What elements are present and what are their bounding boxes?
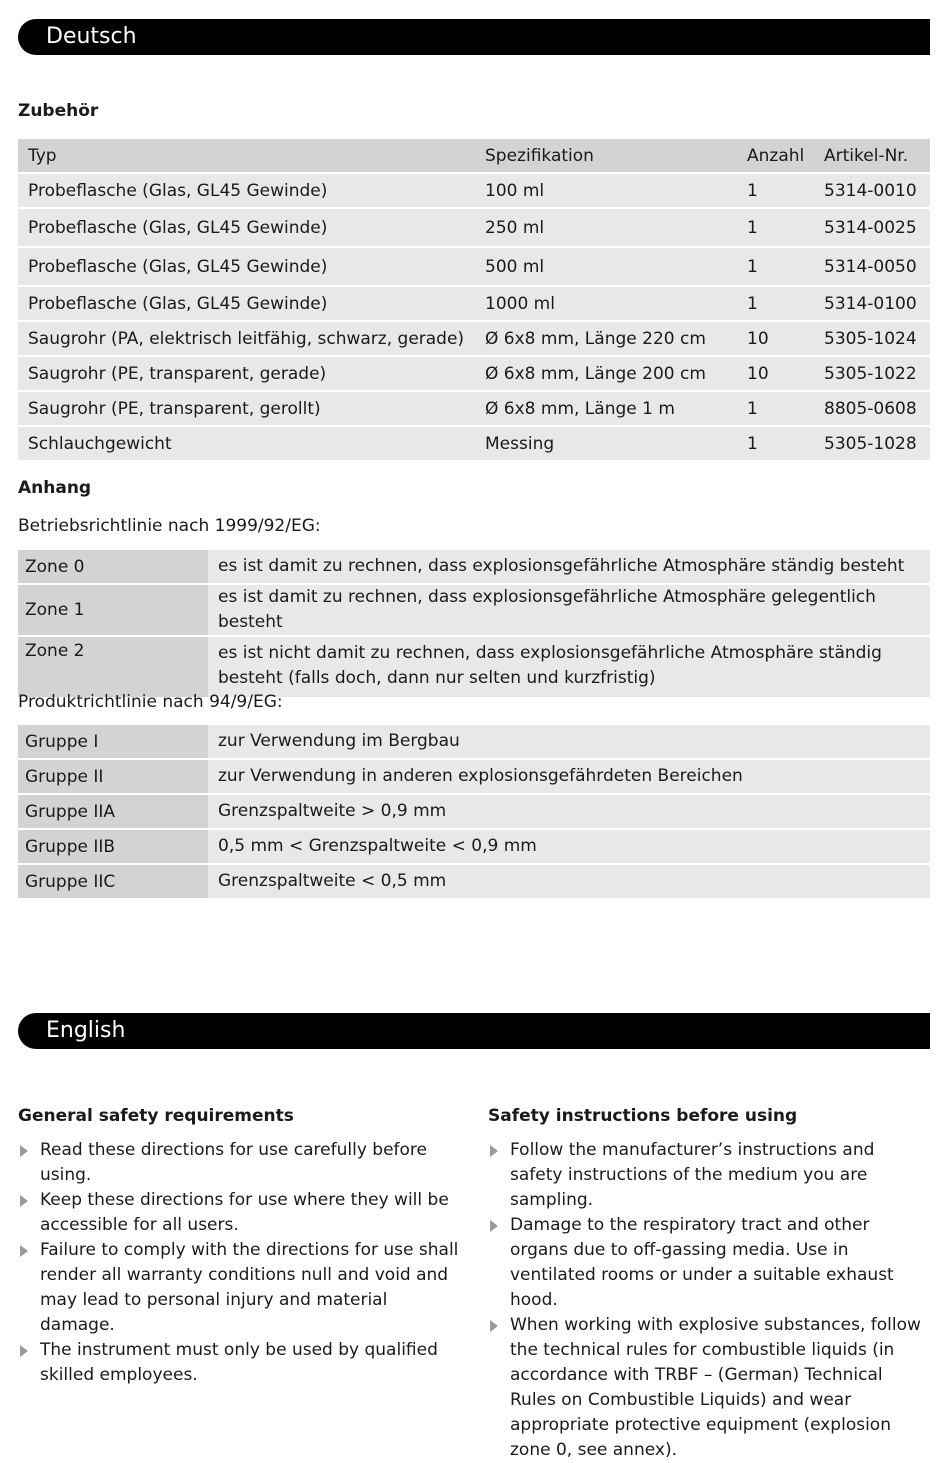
cell: 1 <box>737 208 814 247</box>
produktrichtlinie-label: Produktrichtlinie nach 94/9/EG: <box>18 692 283 712</box>
betriebsrichtlinie-label: Betriebsrichtlinie nach 1999/92/EG: <box>18 516 321 536</box>
bullet-triangle-icon <box>20 1195 28 1207</box>
cell: 1 <box>737 247 814 286</box>
cell: Probeflasche (Glas, GL45 Gewinde) <box>18 173 475 208</box>
cell: 1 <box>737 286 814 321</box>
table-row <box>18 584 930 636</box>
group-value: zur Verwendung im Bergbau <box>208 725 930 759</box>
cell: 10 <box>737 356 814 391</box>
section-title-english: English <box>46 1018 126 1043</box>
table-row <box>18 391 930 426</box>
list-item: Damage to the respiratory tract and other organs due to off-gassing media. Use in ventilated rooms or under a suitable exhaust hood. <box>488 1213 932 1313</box>
cell: 5314-0010 <box>814 173 930 208</box>
list-item: Read these directions for use carefully before using. <box>18 1138 462 1188</box>
cell: 100 ml <box>475 173 737 208</box>
bullet-triangle-icon <box>20 1145 28 1157</box>
general-safety-heading: General safety requirements <box>18 1106 294 1126</box>
zone-value: es ist damit zu rechnen, dass explosionsgefährliche Atmosphäre gelegentlich besteht <box>208 584 930 636</box>
cell: 5314-0050 <box>814 247 930 286</box>
table-row <box>18 759 930 794</box>
header-cell: Anzahl <box>737 139 814 173</box>
table-row <box>18 829 930 864</box>
group-value: Grenzspaltweite < 0,5 mm <box>208 864 930 899</box>
bullet-triangle-icon <box>490 1220 498 1232</box>
group-value: zur Verwendung in anderen explosionsgefährdeten Bereichen <box>208 759 930 794</box>
section-bar-deutsch <box>18 19 930 55</box>
list-item: Failure to comply with the directions for use shall render all warranty conditions null and void and may lead to personal injury and material damage. <box>18 1238 462 1338</box>
table-row <box>18 247 930 286</box>
group-table <box>18 725 930 900</box>
table-row <box>18 208 930 247</box>
accessories-table <box>18 139 930 462</box>
table-row <box>18 636 930 698</box>
cell: 5305-1024 <box>814 321 930 356</box>
group-key: Gruppe II <box>18 759 208 794</box>
cell: 1000 ml <box>475 286 737 321</box>
table-row <box>18 173 930 208</box>
table-header-row <box>18 139 930 173</box>
table-row <box>18 794 930 829</box>
group-key: Gruppe IIC <box>18 864 208 899</box>
zone-key: Zone 1 <box>18 584 208 636</box>
cell: Probeflasche (Glas, GL45 Gewinde) <box>18 247 475 286</box>
cell: Saugrohr (PA, elektrisch leitfähig, schwarz, gerade) <box>18 321 475 356</box>
section-title-deutsch: Deutsch <box>46 24 137 49</box>
bullet-triangle-icon <box>20 1345 28 1357</box>
group-key: Gruppe I <box>18 725 208 759</box>
header-cell: Spezifikation <box>475 139 737 173</box>
general-safety-list <box>18 1138 462 1388</box>
cell: 250 ml <box>475 208 737 247</box>
group-key: Gruppe IIA <box>18 794 208 829</box>
list-item: When working with explosive substances, follow the technical rules for combustible liquids (in accordance with TRBF – (German) Technical Rules on Combustible Liquids) and wear appropriate protective equipment (explosion zone 0, see annex). <box>488 1313 932 1463</box>
zone-value: es ist damit zu rechnen, dass explosionsgefährliche Atmosphäre ständig besteht <box>208 550 930 584</box>
safety-before-list <box>488 1138 932 1463</box>
table-row <box>18 286 930 321</box>
cell: Ø 6x8 mm, Länge 200 cm <box>475 356 737 391</box>
cell: 10 <box>737 321 814 356</box>
safety-before-column <box>488 1106 932 1463</box>
zone-table <box>18 550 930 699</box>
bullet-triangle-icon <box>490 1145 498 1157</box>
zone-key: Zone 2 <box>18 636 208 698</box>
bullet-triangle-icon <box>20 1245 28 1257</box>
cell: Probeflasche (Glas, GL45 Gewinde) <box>18 208 475 247</box>
list-item: Follow the manufacturer’s instructions and safety instructions of the medium you are sampling. <box>488 1138 932 1213</box>
general-safety-column <box>18 1106 462 1388</box>
cell: 1 <box>737 391 814 426</box>
cell: Ø 6x8 mm, Länge 1 m <box>475 391 737 426</box>
table-row <box>18 426 930 461</box>
cell: 1 <box>737 426 814 461</box>
group-key: Gruppe IIB <box>18 829 208 864</box>
cell: 1 <box>737 173 814 208</box>
table-row <box>18 356 930 391</box>
cell: Probeflasche (Glas, GL45 Gewinde) <box>18 286 475 321</box>
cell: Messing <box>475 426 737 461</box>
cell: 8805-0608 <box>814 391 930 426</box>
zone-key: Zone 0 <box>18 550 208 584</box>
header-cell: Artikel-Nr. <box>814 139 930 173</box>
cell: Saugrohr (PE, transparent, gerollt) <box>18 391 475 426</box>
group-value: 0,5 mm < Grenzspaltweite < 0,9 mm <box>208 829 930 864</box>
zubehoer-heading: Zubehör <box>18 101 99 121</box>
group-value: Grenzspaltweite > 0,9 mm <box>208 794 930 829</box>
list-item: Keep these directions for use where they will be accessible for all users. <box>18 1188 462 1238</box>
table-row <box>18 725 930 759</box>
section-bar-english <box>18 1013 930 1049</box>
cell: 5314-0025 <box>814 208 930 247</box>
anhang-heading: Anhang <box>18 478 92 498</box>
cell: Schlauchgewicht <box>18 426 475 461</box>
list-item: The instrument must only be used by qualified skilled employees. <box>18 1338 462 1388</box>
bullet-triangle-icon <box>490 1320 498 1332</box>
cell: 500 ml <box>475 247 737 286</box>
safety-before-heading: Safety instructions before using <box>488 1106 798 1126</box>
cell: Ø 6x8 mm, Länge 220 cm <box>475 321 737 356</box>
cell: 5305-1022 <box>814 356 930 391</box>
table-row <box>18 321 930 356</box>
cell: 5305-1028 <box>814 426 930 461</box>
table-row <box>18 864 930 899</box>
cell: 5314-0100 <box>814 286 930 321</box>
zone-value: es ist nicht damit zu rechnen, dass explosionsgefährliche Atmosphäre ständig besteht (falls doch, dann nur selten und kurzfristig) <box>208 636 930 698</box>
table-row <box>18 550 930 584</box>
cell: Saugrohr (PE, transparent, gerade) <box>18 356 475 391</box>
header-cell: Typ <box>18 139 475 173</box>
